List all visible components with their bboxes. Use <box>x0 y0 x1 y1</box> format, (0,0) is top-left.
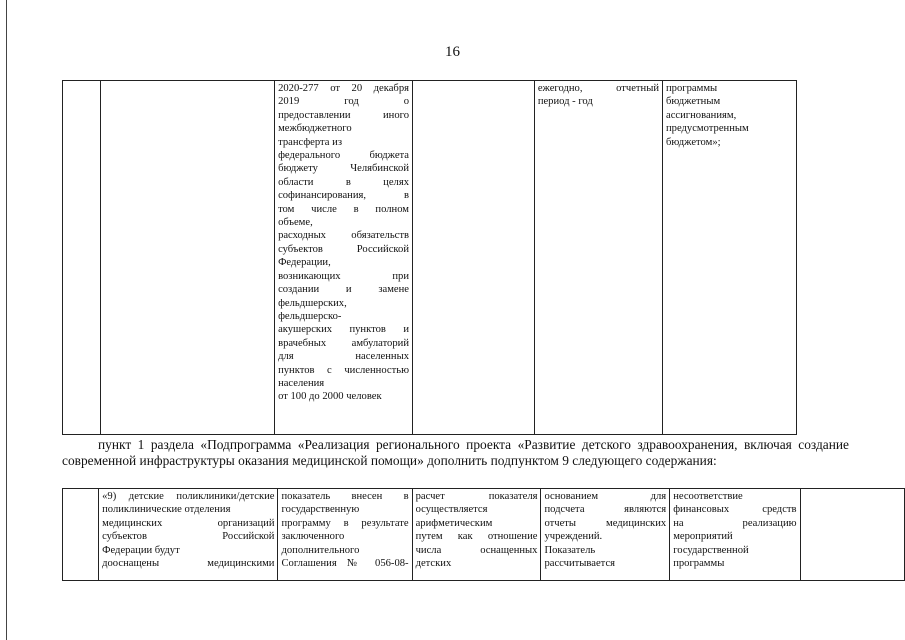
table-row <box>63 81 905 435</box>
table-cell-empty <box>413 81 535 435</box>
table-cell-method <box>412 489 541 581</box>
cell-line: фельдшерских, <box>278 297 347 309</box>
cell-line: создании и замене <box>278 284 409 296</box>
cell-line: бюджетом»; <box>666 136 721 148</box>
cell-line: области в целях <box>278 176 409 188</box>
cell-line: для населенных <box>278 351 409 363</box>
cell-line: межбюджетного <box>278 123 352 135</box>
table-cell-periodicity <box>534 81 662 435</box>
cell-line: государственную <box>281 504 360 516</box>
cell-line: Показатель <box>544 544 596 556</box>
cell-line: поликлинические отделения <box>102 504 231 516</box>
cell-line: субъектов Российской <box>278 243 409 255</box>
cell-line: бюджетным <box>666 96 721 108</box>
cell-line: подсчета являются <box>544 504 667 516</box>
cell-line: период - год <box>537 96 593 108</box>
cell-line: возникающих при <box>278 270 409 282</box>
cell-line: населения <box>278 377 325 389</box>
cell-line: объеме, <box>278 217 313 229</box>
cell-line: показатель внесен в <box>281 491 409 502</box>
table-cell-empty <box>63 489 99 581</box>
cell-line: пунктов с численностью <box>278 364 409 376</box>
cell-line: трансферта из <box>278 136 343 148</box>
cell-line: субъектов Российской <box>102 531 275 543</box>
cell-line: отчеты медицинских <box>544 517 667 529</box>
cell-line: «9) детские поликлиники/детские <box>102 491 275 502</box>
table-cell-risks <box>670 489 800 581</box>
table-cell-risks <box>663 81 797 435</box>
page-number: 16 <box>445 44 460 60</box>
cell-line: рассчитывается <box>544 558 616 570</box>
cell-line: Соглашения № 056-08- <box>281 558 409 570</box>
cell-line: на реализацию <box>673 517 797 529</box>
cell-line: заключенного <box>281 531 345 543</box>
cell-line: программу в результате <box>281 517 409 529</box>
cell-line: расчет показателя <box>415 491 538 502</box>
cell-line: арифметическим <box>415 517 493 529</box>
table-cell-empty <box>63 81 101 435</box>
cell-line: программы <box>673 558 725 570</box>
cell-line: учреждений. <box>544 531 603 543</box>
cell-line: расходных обязательств <box>278 230 409 242</box>
paragraph-text: пункт 1 раздела «Подпрограмма «Реализация регионального проекта «Развитие детского здравоохранения, включая создание современной инфраструктуры оказания медицинской помощи» дополнить подпунктом 9 следующего содержания: <box>62 437 849 468</box>
table-cell-basis <box>278 489 412 581</box>
table-cell-basis <box>275 81 413 435</box>
table-cell-source <box>541 489 670 581</box>
cell-line: государственной <box>673 544 749 556</box>
cell-line: предусмотренным <box>666 123 749 135</box>
cell-line: 2020-277 от 20 декабря <box>278 83 409 94</box>
cell-line: осуществляется <box>415 504 488 516</box>
cell-line: дополнительного <box>281 544 360 556</box>
page-left-edge <box>6 0 7 640</box>
cell-line: предоставлении иного <box>278 109 409 121</box>
cell-line: путем как отношение <box>415 531 538 543</box>
cell-line: софинансирования, в <box>278 190 409 202</box>
cell-line: Федерации будут <box>102 544 180 556</box>
cell-line: мероприятий <box>673 531 733 543</box>
cell-line: детских <box>415 558 452 570</box>
cell-line: том числе в полном <box>278 203 409 215</box>
cell-line: программы <box>666 83 718 94</box>
table-cell-empty <box>100 81 274 435</box>
cell-line: ассигнованиям, <box>666 109 737 121</box>
cell-line: дооснащены медицинскими <box>102 558 275 570</box>
cell-line: федерального бюджета <box>278 150 409 162</box>
indicator-table-continuation <box>62 80 905 435</box>
table-cell-empty <box>800 489 904 581</box>
cell-line: бюджету Челябинской <box>278 163 409 175</box>
table-cell-indicator-name <box>99 489 278 581</box>
cell-line: ежегодно, отчетный <box>537 83 660 94</box>
table-row <box>63 489 905 581</box>
cell-line: фельдшерско- <box>278 310 342 322</box>
cell-line: медицинских организаций <box>102 517 275 529</box>
cell-line: 2019 год о <box>278 96 409 108</box>
cell-line: числа оснащенных <box>415 544 538 556</box>
cell-line: финансовых средств <box>673 504 797 516</box>
cell-line: несоответствие <box>673 491 743 502</box>
cell-line: от 100 до 2000 человек <box>278 391 382 403</box>
cell-line: акушерских пунктов и <box>278 324 409 336</box>
cell-line: врачебных амбулаторий <box>278 337 409 349</box>
indicator-table-new-item <box>62 488 905 581</box>
amendment-paragraph <box>62 437 849 469</box>
cell-line: Федерации, <box>278 257 331 269</box>
cell-line: основанием для <box>544 491 667 502</box>
